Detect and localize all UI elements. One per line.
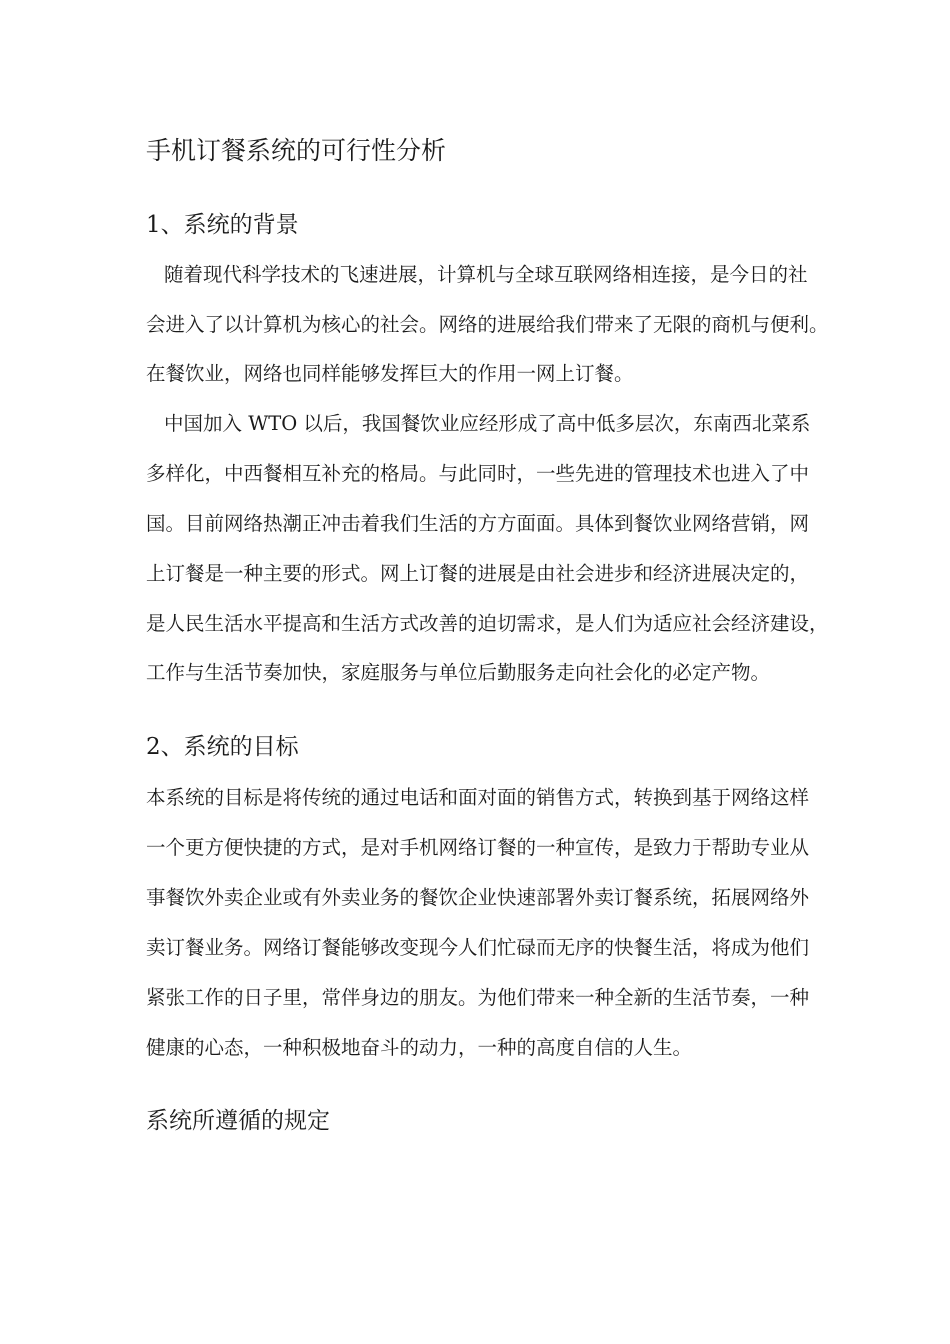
paragraph-line: 在餐饮业，网络也同样能够发挥巨大的作用一网上订餐。 [146,362,634,385]
paragraph-line: 中国加入 WTO 以后，我国餐饮业应经形成了高中低多层次，东南西北菜系 [164,412,811,435]
paragraph-line: 多样化，中西餐相互补充的格局。与此同时，一些先进的管理技术也进入了中 [146,462,810,485]
paragraph-line: 一个更方便快捷的方式，是对手机网络订餐的一种宣传，是致力于帮助专业从 [146,836,810,859]
paragraph-line: 上订餐是一种主要的形式。网上订餐的进展是由社会进步和经济进展决定的， [146,562,810,585]
section-heading-background: 1、系统的背景 [146,212,299,238]
paragraph-line: 随着现代科学技术的飞速进展，计算机与全球互联网络相连接，是今日的社 [164,263,808,286]
paragraph-line: 国。目前网络热潮正冲击着我们生活的方方面面。具体到餐饮业网络营销，网 [146,512,810,535]
document-title: 手机订餐系统的可行性分析 [146,136,447,165]
section-heading-regulations: 系统所遵循的规定 [146,1108,330,1134]
paragraph-line: 本系统的目标是将传统的通过电话和面对面的销售方式，转换到基于网络这样 [146,786,810,809]
paragraph-line: 会进入了以计算机为核心的社会。网络的进展给我们带来了无限的商机与便利。 [146,313,829,336]
paragraph-line: 紧张工作的日子里，常伴身边的朋友。为他们带来一种全新的生活节奏，一种 [146,986,810,1009]
paragraph-line: 是人民生活水平提高和生活方式改善的迫切需求，是人们为适应社会经济建设， [146,612,829,635]
paragraph-line: 工作与生活节奏加快，家庭服务与单位后勤服务走向社会化的必定产物。 [146,661,771,684]
paragraph-line: 卖订餐业务。网络订餐能够改变现今人们忙碌而无序的快餐生活，将成为他们 [146,936,810,959]
paragraph-line: 事餐饮外卖企业或有外卖业务的餐饮企业快速部署外卖订餐系统，拓展网络外 [146,886,810,909]
paragraph-line: 健康的心态，一种积极地奋斗的动力，一种的高度自信的人生。 [146,1036,693,1059]
section-heading-goals: 2、系统的目标 [146,734,299,760]
